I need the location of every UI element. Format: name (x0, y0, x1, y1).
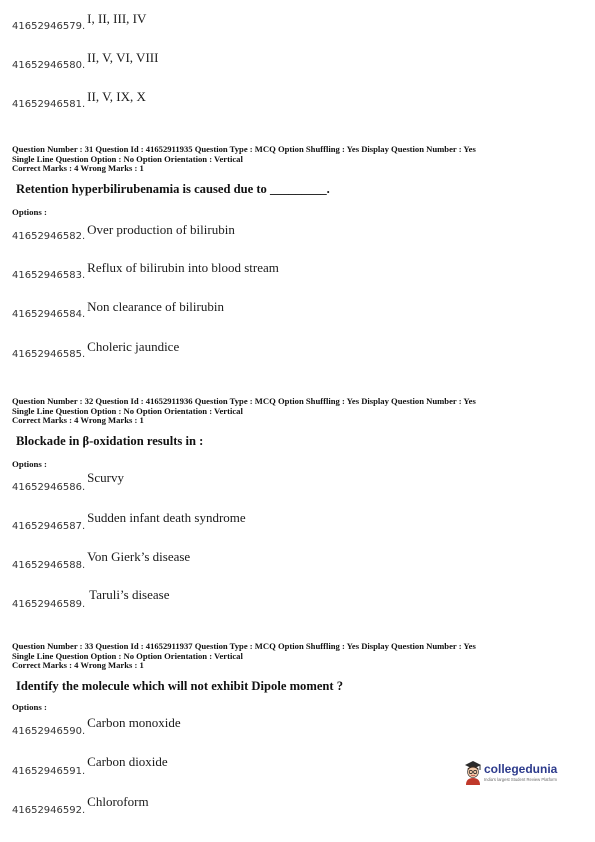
option-row (12, 50, 159, 73)
option-id: 41652946580. (12, 60, 86, 71)
option-row (12, 549, 191, 573)
option-text: II, V, IX, X (87, 89, 146, 104)
option-row (12, 339, 180, 362)
question-meta-line: Single Line Question Option : No Option Orientation : Vertical (12, 405, 243, 416)
question-marks: Correct Marks : 4 Wrong Marks : 1 (12, 163, 144, 174)
option-text: Over production of bilirubin (87, 222, 235, 237)
option-row (12, 224, 235, 244)
option-row (12, 587, 170, 612)
question-meta-line: Question Number : 32 Question Id : 41652911936 Question Type : MCQ Option Shuffling : Yes Display Question Number : Yes (12, 396, 476, 406)
question-meta (12, 145, 476, 174)
option-id: 41652946584. (12, 309, 86, 320)
brand-tagline: India's largest Student Review Platform (484, 777, 557, 782)
option-text: Non clearance of bilirubin (87, 299, 224, 314)
option-id: 41652946591. (12, 766, 86, 777)
option-id: 41652946586. (12, 482, 86, 493)
question-meta-line: Question Number : 33 Question Id : 41652911937 Question Type : MCQ Option Shuffling : Yes Display Question Number : Yes (12, 641, 476, 651)
option-row (12, 715, 181, 739)
option-text: Carbon dioxide (87, 754, 168, 769)
option-row (12, 754, 168, 779)
option-id: 41652946587. (12, 521, 86, 532)
option-row (12, 11, 147, 34)
question-meta-line: Question Number : 31 Question Id : 41652911935 Question Type : MCQ Option Shuffling : Yes Display Question Number : Yes (12, 144, 476, 154)
option-text: Carbon monoxide (87, 715, 181, 730)
option-row (12, 89, 146, 112)
question-text: Retention hyperbilirubenamia is caused due to _________. (16, 182, 330, 196)
question-meta-line: Single Line Question Option : No Option Orientation : Vertical (12, 650, 243, 661)
option-id: 41652946588. (12, 560, 86, 571)
option-id: 41652946590. (12, 726, 86, 737)
option-text: Reflux of bilirubin into blood stream (87, 260, 279, 275)
brand-name: collegedunia (484, 762, 558, 776)
option-text: Taruli’s disease (89, 587, 170, 602)
option-row (12, 470, 125, 495)
question-meta-line: Single Line Question Option : No Option Orientation : Vertical (12, 153, 243, 164)
option-text: Choleric jaundice (87, 339, 180, 354)
question-marks: Correct Marks : 4 Wrong Marks : 1 (12, 660, 144, 671)
option-row (12, 510, 246, 534)
option-id: 41652946582. (12, 231, 86, 242)
option-id: 41652946583. (12, 270, 86, 281)
option-text: Scurvy (87, 470, 125, 485)
option-id: 41652946592. (12, 805, 86, 816)
option-text: II, V, VI, VIII (87, 50, 159, 65)
option-row (12, 794, 149, 818)
option-text: I, II, III, IV (87, 11, 147, 26)
options-label: Options : (12, 702, 47, 712)
collegedunia-watermark (462, 759, 572, 787)
question-text: Identify the molecule which will not exhibit Dipole moment ? (16, 679, 344, 693)
option-text: Von Gierk’s disease (87, 549, 191, 564)
question-meta (12, 397, 476, 426)
option-id: 41652946589. (12, 599, 86, 610)
option-id: 41652946581. (12, 99, 86, 110)
student-avatar-icon (462, 759, 484, 785)
option-text: Sudden infant death syndrome (87, 510, 246, 525)
option-id: 41652946585. (12, 349, 86, 360)
option-row (12, 299, 224, 322)
options-label: Options : (12, 459, 47, 469)
question-meta (12, 642, 476, 671)
option-row (12, 260, 279, 283)
question-text: Blockade in β-oxidation results in : (16, 434, 204, 448)
options-label: Options : (12, 207, 47, 217)
question-marks: Correct Marks : 4 Wrong Marks : 1 (12, 415, 144, 426)
option-id: 41652946579. (12, 21, 86, 32)
option-text: Chloroform (87, 794, 149, 809)
